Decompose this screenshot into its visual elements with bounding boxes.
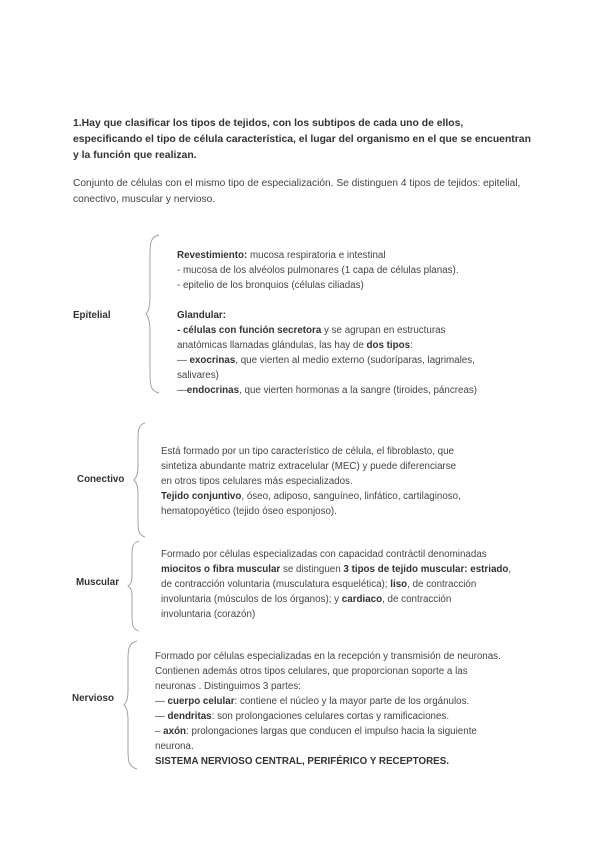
muscular-label: Muscular (76, 577, 120, 588)
nervioso-label: Nervioso (72, 693, 114, 704)
epitelial-rev-item-2: - epitelio de los bronquios (células ciliadas) (177, 280, 364, 291)
epitelial-exocrinas-line-2: salivares) (177, 370, 219, 381)
muscular-line-2: miocitos o fibra muscular se distinguen 3 tipos de tejido muscular: estriado, (161, 564, 512, 575)
nervioso-line-7: neurona. (155, 741, 194, 752)
intro-paragraph: Conjunto de células con el mismo tipo de especialización. Se distinguen 4 tipos de tejidos: epitelial, conectivo, muscular y nervioso. (73, 178, 521, 205)
muscular-brace (127, 540, 147, 632)
nervioso-line-2: Contienen además otros tipos celulares, que proporcionan soporte a las (155, 666, 468, 677)
conectivo-line-3: en otros tipos celulares más especializados. (161, 476, 353, 487)
nervioso-brace (123, 640, 143, 770)
epitelial-rev-item-1: - mucosa de los alvéolos pulmonares (1 capa de células planas). (177, 265, 459, 276)
conectivo-label: Conectivo (77, 474, 125, 485)
muscular-line-3: de contracción voluntaria (musculatura esquelética); liso, de contracción (161, 579, 477, 590)
question-heading: 1.Hay que clasificar los tipos de tejidos, con los subtipos de cada uno de ellos, especificando el tipo de célula característica, el lugar del organismo en el que se encuentran y la función que realizan. (73, 118, 531, 161)
epitelial-brace (145, 234, 165, 394)
epitelial-label: Epitelial (73, 310, 111, 321)
nervioso-line-3: neuronas . Distinguimos 3 partes: (155, 681, 301, 692)
epitelial-gland-line-2: anatómicas llamadas glándulas, las hay de dos tipos: (177, 340, 413, 351)
conectivo-brace (133, 422, 153, 538)
nervioso-line-1: Formado por células especializadas en la recepción y transmisión de neuronas. (155, 651, 501, 662)
epitelial-glandular-title: Glandular: (177, 310, 226, 321)
nervioso-line-8: SISTEMA NERVIOSO CENTRAL, PERIFÉRICO Y RECEPTORES. (155, 756, 449, 767)
epitelial-rev-line: Revestimiento: mucosa respiratoria e intestinal (177, 250, 386, 261)
nervioso-line-4: — cuerpo celular: contiene el núcleo y la mayor parte de los orgánulos. (155, 696, 470, 707)
epitelial-gland-line-1: - células con función secretora y se agrupan en estructuras (177, 325, 446, 336)
nervioso-line-5: — dendritas: son prolongaciones celulares cortas y ramificaciones. (155, 711, 450, 722)
epitelial-exocrinas-line: — exocrinas, que vierten al medio externo (sudoríparas, lagrimales, (177, 355, 475, 366)
conectivo-line-5: hematopoyético (tejido óseo esponjoso). (161, 506, 337, 517)
muscular-line-4: involuntaria (músculos de los órganos); y cardiaco, de contracción (161, 594, 452, 605)
conectivo-line-2: sintetiza abundante matriz extracelular (MEC) y puede diferenciarse (161, 461, 457, 472)
conectivo-line-4: Tejido conjuntivo, óseo, adiposo, sanguíneo, linfático, cartilaginoso, (161, 491, 461, 502)
muscular-line-5: involuntaria (corazón) (161, 609, 256, 620)
muscular-line-1: Formado por células especializadas con capacidad contráctil denominadas (161, 549, 487, 560)
nervioso-line-6: – axón: prolongaciones largas que conducen el impulso hacia la siguiente (155, 726, 477, 737)
conectivo-line-1: Está formado por un tipo característico de célula, el fibroblasto, que (161, 446, 454, 457)
epitelial-endocrinas-line: —endocrinas, que vierten hormonas a la sangre (tiroides, páncreas) (177, 385, 478, 396)
